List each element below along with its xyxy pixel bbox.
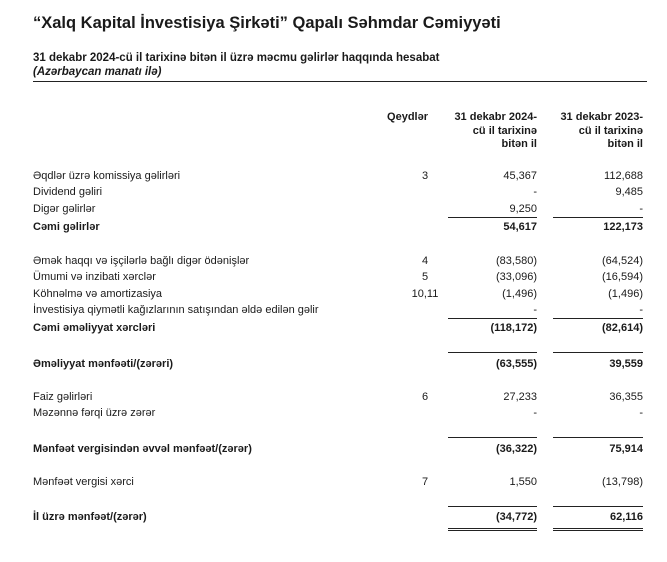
row-value-2024: (63,555) [496, 358, 537, 370]
row-value-2023: (64,524) [602, 255, 643, 267]
row-value-2024: - [533, 186, 537, 198]
row-label: Cəmi gəlirlər [33, 221, 100, 233]
row-value-2024: 9,250 [509, 203, 537, 215]
double-rule-2024 [448, 528, 537, 529]
column-header-2024-line2: cü il tarixinə [472, 124, 537, 137]
double-rule-2023 [553, 530, 643, 531]
subtotal-rule-2024 [448, 352, 537, 353]
column-header-2024 [448, 111, 537, 152]
header-rule [33, 81, 647, 82]
row-label: Digər gəlirlər [33, 203, 96, 215]
row-note: 7 [421, 476, 429, 488]
row-value-2024: (33,096) [496, 271, 537, 283]
row-value-2023: 62,116 [609, 511, 643, 523]
row-label: Məzənnə fərqi üzrə zərər [33, 407, 156, 419]
row-value-2023: 122,173 [603, 221, 643, 233]
row-value-2023: 112,688 [604, 170, 643, 182]
row-value-2023: (16,594) [602, 271, 643, 283]
subtotal-rule-2024 [448, 318, 537, 319]
table-row [33, 407, 647, 423]
row-label: Əmək haqqı və işçilərlə bağlı digər ödənişlər [33, 255, 250, 267]
row-label: Dividend gəliri [33, 186, 103, 198]
subtotal-rule-2023 [553, 318, 643, 319]
table-row [33, 391, 647, 407]
row-value-2023: - [639, 407, 643, 419]
double-rule-2024 [448, 530, 537, 531]
currency-note: (Azərbaycan manatı ilə) [33, 66, 162, 78]
column-header-2023-line2: cü il tarixinə [578, 124, 643, 137]
row-value-2023: (82,614) [602, 322, 643, 334]
row-label: Mənfəət vergisindən əvvəl mənfəət/(zərər) [33, 443, 252, 455]
row-value-2024: (118,172) [490, 322, 537, 334]
row-value-2024: (34,772) [496, 511, 537, 523]
row-value-2023: 39,559 [609, 358, 643, 370]
row-value-2023: - [639, 304, 643, 316]
row-label: Əməliyyat mənfəəti/(zərəri) [33, 358, 174, 370]
total-row [33, 443, 647, 459]
subtotal-rule-2023 [553, 437, 643, 438]
row-value-2023: - [639, 203, 643, 215]
net-result-row [33, 511, 647, 527]
double-rule-2023 [553, 528, 643, 529]
total-row [33, 221, 647, 237]
column-header-2023-line1: 31 dekabr 2023- [560, 111, 643, 123]
row-label: Faiz gəlirləri [33, 391, 93, 403]
row-label: Ümumi və inzibati xərclər [33, 271, 156, 283]
row-note: 5 [421, 271, 429, 283]
row-value-2024: - [533, 407, 537, 419]
table-row [33, 476, 647, 492]
row-value-2024: 27,233 [503, 391, 537, 403]
row-value-2024: (83,580) [496, 255, 537, 267]
statement-subtitle: 31 dekabr 2024-cü il tarixinə bitən il üzrə məcmu gəlirlər haqqında hesabat [33, 52, 440, 64]
row-label: Əqdlər üzrə komissiya gəlirləri [33, 170, 181, 182]
subtotal-rule-2023 [553, 506, 643, 507]
row-label: Mənfəət vergisi xərci [33, 476, 134, 488]
row-value-2024: 1,550 [509, 476, 537, 488]
row-value-2024: 45,367 [503, 170, 537, 182]
row-note: 10,11 [411, 288, 439, 300]
company-title: “Xalq Kapital İnvestisiya Şirkəti” Qapalı Səhmdar Cəmiyyəti [33, 14, 501, 32]
row-label: Köhnəlmə və amortizasiya [33, 288, 163, 300]
column-header-2023 [553, 111, 643, 152]
column-header-2023-line3: bitən il [607, 138, 643, 150]
subtotal-rule-2023 [553, 217, 643, 218]
row-label: İl üzrə mənfəət/(zərər) [33, 511, 147, 523]
row-value-2023: (13,798) [602, 476, 643, 488]
table-row [33, 288, 647, 304]
column-header-notes: Qeydlər [387, 111, 428, 123]
row-value-2023: 75,914 [609, 443, 643, 455]
subtotal-rule-2023 [553, 352, 643, 353]
row-note: 6 [421, 391, 429, 403]
total-row [33, 358, 647, 374]
row-value-2023: 9,485 [615, 186, 643, 198]
column-header-2024-line1: 31 dekabr 2024- [454, 111, 537, 123]
row-note: 3 [421, 170, 429, 182]
row-note: 4 [421, 255, 429, 267]
row-value-2024: (1,496) [502, 288, 537, 300]
table-row [33, 186, 647, 202]
row-value-2023: (1,496) [608, 288, 643, 300]
table-row [33, 271, 647, 287]
column-header-2024-line3: bitən il [501, 138, 537, 150]
row-value-2024: (36,322) [496, 443, 537, 455]
row-value-2024: 54,617 [503, 221, 537, 233]
subtotal-rule-2024 [448, 506, 537, 507]
subtotal-rule-2024 [448, 217, 537, 218]
row-label: İnvestisiya qiymətli kağızlarının satışından əldə edilən gəlir [33, 304, 319, 316]
subtotal-rule-2024 [448, 437, 537, 438]
row-label: Cəmi əməliyyat xərcləri [33, 322, 156, 334]
row-value-2024: - [533, 304, 537, 316]
row-value-2023: 36,355 [609, 391, 643, 403]
total-row [33, 322, 647, 338]
table-row [33, 255, 647, 271]
table-row [33, 170, 647, 186]
